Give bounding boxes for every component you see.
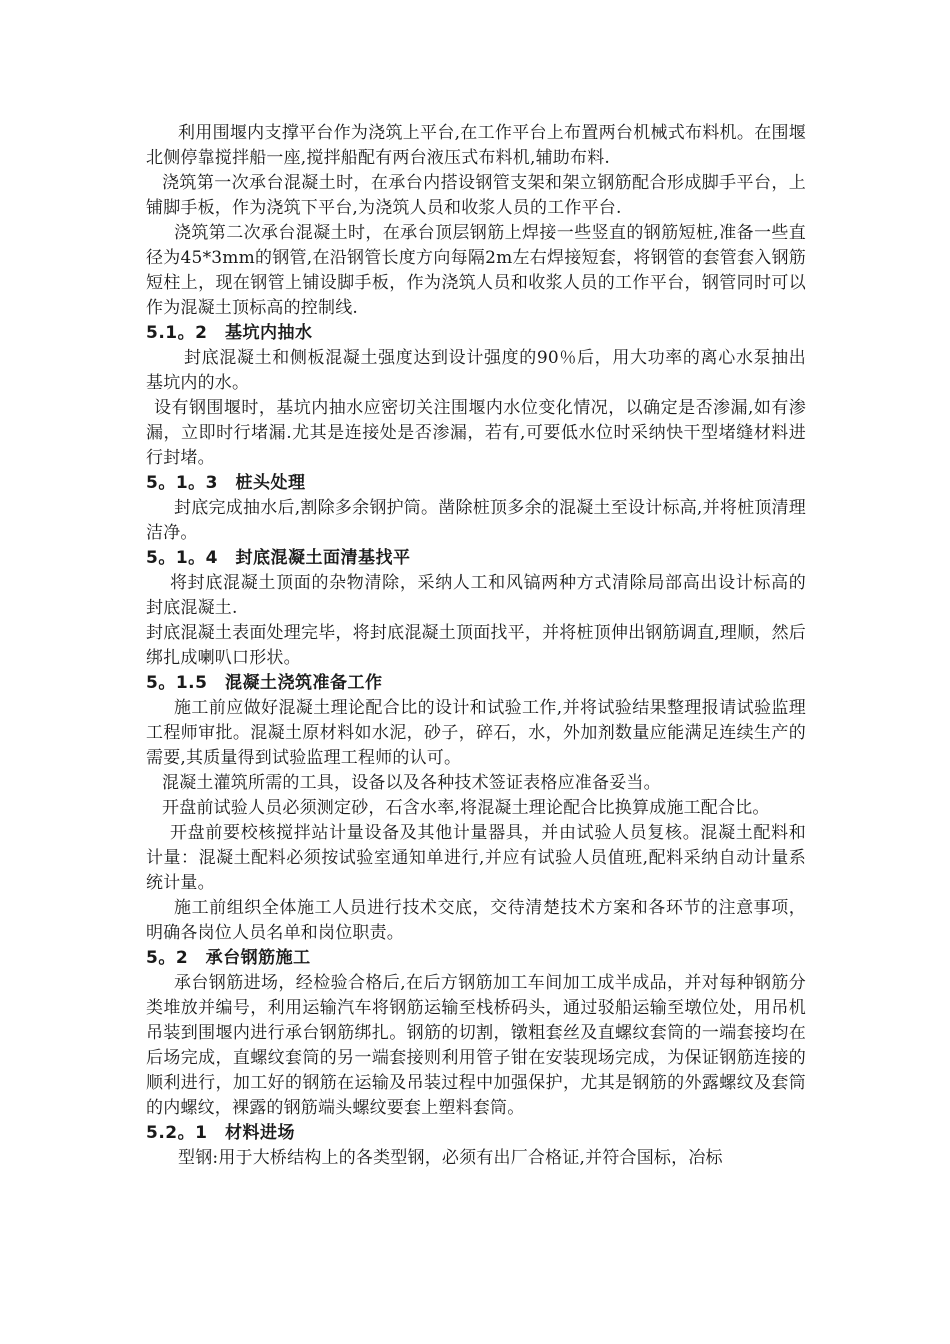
paragraph: 浇筑第二次承台混凝土时，在承台顶层钢筋上焊接一些竖直的钢筋短桩,准备一些直径为45*3mm的钢管,在沿钢管长度方向每隔2m左右焊接短套，将钢管的套管套入钢筋短柱上，现在钢管上铺设脚手板，作为浇筑人员和收浆人员的工作平台，钢管同时可以作为混凝土顶标高的控制线. [146, 223, 806, 318]
paragraph: 开盘前试验人员必须测定砂，石含水率,将混凝土理论配合比换算成施工配合比。 [162, 798, 770, 818]
section-heading: 5.2。1 材料进场 [146, 1123, 295, 1143]
paragraph: 浇筑第一次承台混凝土时，在承台内搭设钢管支架和架立钢筋配合形成脚手平台，上铺脚手板，作为浇筑下平台,为浇筑人员和收浆人员的工作平台. [146, 173, 806, 218]
section-heading: 5.1。2 基坑内抽水 [146, 323, 313, 343]
paragraph: 施工前组织全体施工人员进行技术交底，交待清楚技术方案和各环节的注意事项，明确各岗位人员名单和岗位职责。 [146, 898, 806, 943]
section-heading: 5。1。3 桩头处理 [146, 473, 306, 493]
paragraph: 封底混凝土和侧板混凝土强度达到设计强度的90％后，用大功率的离心水泵抽出基坑内的水。 [146, 348, 806, 393]
paragraph: 设有钢围堰时，基坑内抽水应密切关注围堰内水位变化情况，以确定是否渗漏,如有渗漏，立即时行堵漏.尤其是连接处是否渗漏，若有,可要低水位时采纳快干型堵缝材料进行封堵。 [146, 398, 806, 468]
paragraph: 施工前应做好混凝土理论配合比的设计和试验工作,并将试验结果整理报请试验监理工程师审批。混凝土原材料如水泥，砂子，碎石，水，外加剂数量应能满足连续生产的需要,其质量得到试验监理工程师的认可。 [146, 698, 806, 768]
document-page [146, 121, 806, 1171]
paragraph: 封底混凝土表面处理完毕，将封底混凝土顶面找平，并将桩顶伸出钢筋调直,理顺，然后绑扎成喇叭口形状。 [146, 623, 806, 668]
section-heading: 5。2 承台钢筋施工 [146, 948, 311, 968]
paragraph: 利用围堰内支撑平台作为浇筑上平台,在工作平台上布置两台机械式布料机。在围堰北侧停靠搅拌船一座,搅拌船配有两台液压式布料机,辅助布料. [146, 123, 806, 168]
section-heading: 5。1。4 封底混凝土面清基找平 [146, 548, 411, 568]
paragraph: 混凝土灌筑所需的工具，设备以及各种技术签证表格应准备妥当。 [162, 773, 661, 793]
paragraph: 将封底混凝土顶面的杂物清除，采纳人工和风镐两种方式清除局部高出设计标高的封底混凝土. [146, 573, 806, 618]
paragraph: 型钢:用于大桥结构上的各类型钢，必须有出厂合格证,并符合国标，冶标 [178, 1148, 723, 1168]
section-heading: 5。1.5 混凝土浇筑准备工作 [146, 673, 383, 693]
paragraph: 承台钢筋进场，经检验合格后,在后方钢筋加工车间加工成半成品，并对每种钢筋分类堆放并编号，利用运输汽车将钢筋运输至栈桥码头，通过驳船运输至墩位处，用吊机吊装到围堰内进行承台钢筋绑扎。钢筋的切割，镦粗套丝及直螺纹套筒的一端套接均在后场完成，直螺纹套筒的另一端套接则利用管子钳在安装现场完成，为保证钢筋连接的顺利进行，加工好的钢筋在运输及吊装过程中加强保护，尤其是钢筋的外露螺纹及套筒的内螺纹，裸露的钢筋端头螺纹要套上塑料套筒。 [146, 973, 806, 1118]
paragraph: 封底完成抽水后,割除多余钢护筒。凿除桩顶多余的混凝土至设计标高,并将桩顶清理洁净。 [146, 498, 806, 543]
paragraph: 开盘前要校核搅拌站计量设备及其他计量器具，并由试验人员复核。混凝土配料和计量：混凝土配料必须按试验室通知单进行,并应有试验人员值班,配料采纳自动计量系统计量。 [146, 823, 806, 893]
